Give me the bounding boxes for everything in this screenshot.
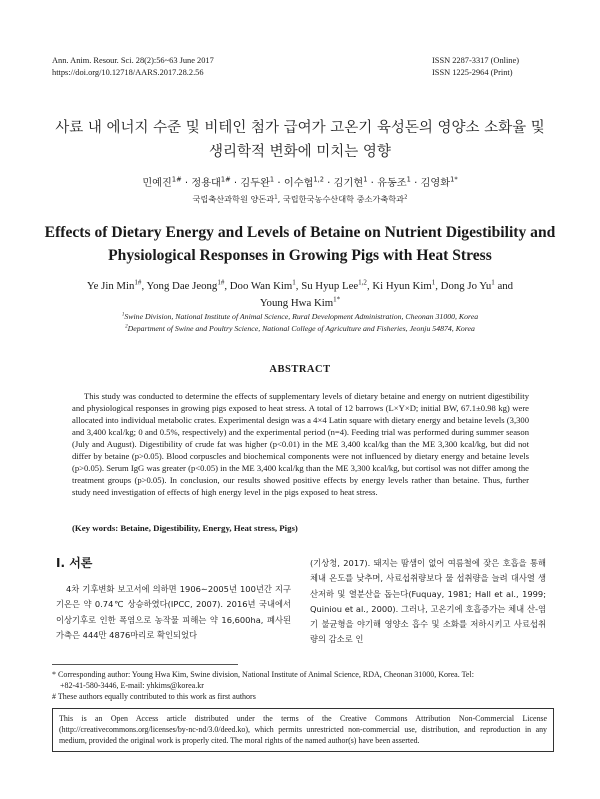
corresponding-author-note: * Corresponding author: Young Hwa Kim, Swine division, National Institute of Animal Science, RDA, Cheonan 31000, Korea. Tel: xyxy=(52,670,474,679)
section-heading-introduction: Ⅰ. 서론 xyxy=(56,556,93,570)
issn-print: ISSN 1225-2964 (Print) xyxy=(432,68,513,77)
korean-title-line1: 사료 내 에너지 수준 및 비테인 첨가 급여가 고온기 육성돈의 영양소 소화율 및 xyxy=(55,120,545,136)
license-box: This is an Open Access article distributed under the terms of the Creative Commons Attribution Non-Commercial License (http://creativecommons.org/licenses/by-nc-nd/3.0/deed.ko), which permits unrestricted non-commercial use, distribution, and reproduction in any medium, provided the original work is properly cited. The moral rights of the named author(s) have been asserted. xyxy=(52,708,554,752)
korean-title-line2: 생리학적 변화에 미치는 영향 xyxy=(209,144,391,160)
korean-authors: 민예진$^{1\#}$ · 정용대$^{1\#}$ · 김두완$^1$ · 이수협$^{1,2}$ · 김기현$^1$ · 유동조$^1$ · 김영화$^{1*}$ xyxy=(142,175,458,189)
korean-title xyxy=(40,116,560,164)
author-ko: 김기현 xyxy=(333,178,364,189)
journal-line: Ann. Anim. Resour. Sci. 28(2):56~63 June 2017 xyxy=(52,56,214,65)
journal-citation xyxy=(52,55,214,79)
intro-right-column: (기상청, 2017). 돼지는 땀샘이 없어 여름철에 잦은 호흡을 통해 체내 온도를 낮추며, 사료섭취량보다 물 섭취량을 늘려 대사열 생산저하 및 열분산을 돕는다(Fuquay, 1981; Hall et al., 1999; Quiniou et al., 2000). 그러나, 고온기에 호흡증가는 체내 산-염기 불균형을 야기해 영양소 흡수 및 소화를 저하시키고 사료섭취량의 감소로 인 xyxy=(310,558,546,645)
author-ko: 김영화 xyxy=(420,178,451,189)
korean-affiliations: 국립축산과학원 양돈과$^1$, 국립한국농수산대학 중소가축학과$^2$ xyxy=(192,194,408,204)
english-title xyxy=(40,221,560,267)
english-title-line2: Physiological Responses in Growing Pigs with Heat Stress xyxy=(108,247,492,264)
author-ko: 민예진 xyxy=(142,178,172,189)
footnote-divider xyxy=(52,664,238,665)
author-ko: 유동조 xyxy=(377,178,407,189)
issn-block xyxy=(432,55,519,79)
abstract-text: This study was conducted to determine the effects of supplementary levels of dietary betaine and energy on nutrient digestibility and physiological responses in growing pigs exposed to heat stress. A total of 12 barrows (L×Y×D; initial BW, 67.1±0.98 kg) were allocated into individual metabolic crates. Experimental design was a 4×4 Latin square with dietary energy and betaine levels (3,300 and 3,400 kcal/kg; 0 and 0.5%, respectively) and the experimental period (n=4). Feeding trial was performed during summer season (July and August). Digestibility of crude fat was higher (p<0.01) in the ME 3,400 kcal/kg than the ME 3,300 kcal/kg, but did not differ by betaine (p>0.05). Blood corpuscles and biochemical components were not influenced by dietary energy and betaine levels (p>0.05). Serum IgG was greater (p<0.05) in the ME 3,400 kcal/kg than the ME 3,300 kcal/kg, but cortisol was not differ among the treatment groups (p>0.05). In conclusion, our results showed positive effects by energy levels rather than betaine. Thus, further study need investigation of effects of high energy level in the pigs exposed to heat stress. xyxy=(72,391,529,497)
english-title-line1: Effects of Dietary Energy and Levels of Betaine on Nutrient Digestibility and xyxy=(44,224,556,241)
author-ko: 이수협 xyxy=(283,178,314,189)
doi-link[interactable]: https://doi.org/10.12718/AARS.2017.28.2.56 xyxy=(52,68,204,77)
author-ko: 정용대 xyxy=(191,178,221,189)
corresponding-author-contact: +82-41-580-3446, E-mail: yhkims@korea.kr xyxy=(60,681,204,690)
issn-online: ISSN 2287-3317 (Online) xyxy=(432,56,520,65)
affiliation-2: $^2$Department of Swine and Poultry Science, National College of Agriculture and Fisheries, Jeonju 54874, Korea xyxy=(125,323,475,333)
footnotes xyxy=(52,669,552,702)
keywords: (Key words: Betaine, Digestibility, Energy, Heat stress, Pigs) xyxy=(72,523,298,533)
abstract-heading: ABSTRACT xyxy=(269,364,331,375)
intro-left-column: 4차 기후변화 보고서에 의하면 1906∼2005년 100년간 지구 기온은 약 0.74℃ 상승하였다(IPCC, 2007). 2016년 국내에서 이상기후로 인한 폭염으로 농작물 피해는 약 16,600ha, 폐사된 가축은 444만 4876마리로 확인되었다 xyxy=(56,584,291,640)
english-affiliations xyxy=(40,311,560,335)
english-authors: Ye Jin Min$^{1\#}$, Yong Dae Jeong$^{1\#}$, Doo Wan Kim$^1$, Su Hyup Lee$^{1,2}$, Ki Hyun Kim$^1$, Dong Jo Yu$^1$ and Young Hwa Kim$^{1*}$ xyxy=(86,278,514,309)
author-ko: 김두완 xyxy=(240,178,270,189)
equal-contribution-note: # These authors equally contributed to this work as first authors xyxy=(52,692,256,701)
affiliation-1: $^1$Swine Division, National Institute of Animal Science, Rural Development Administration, Cheonan 31000, Korea xyxy=(121,311,479,321)
